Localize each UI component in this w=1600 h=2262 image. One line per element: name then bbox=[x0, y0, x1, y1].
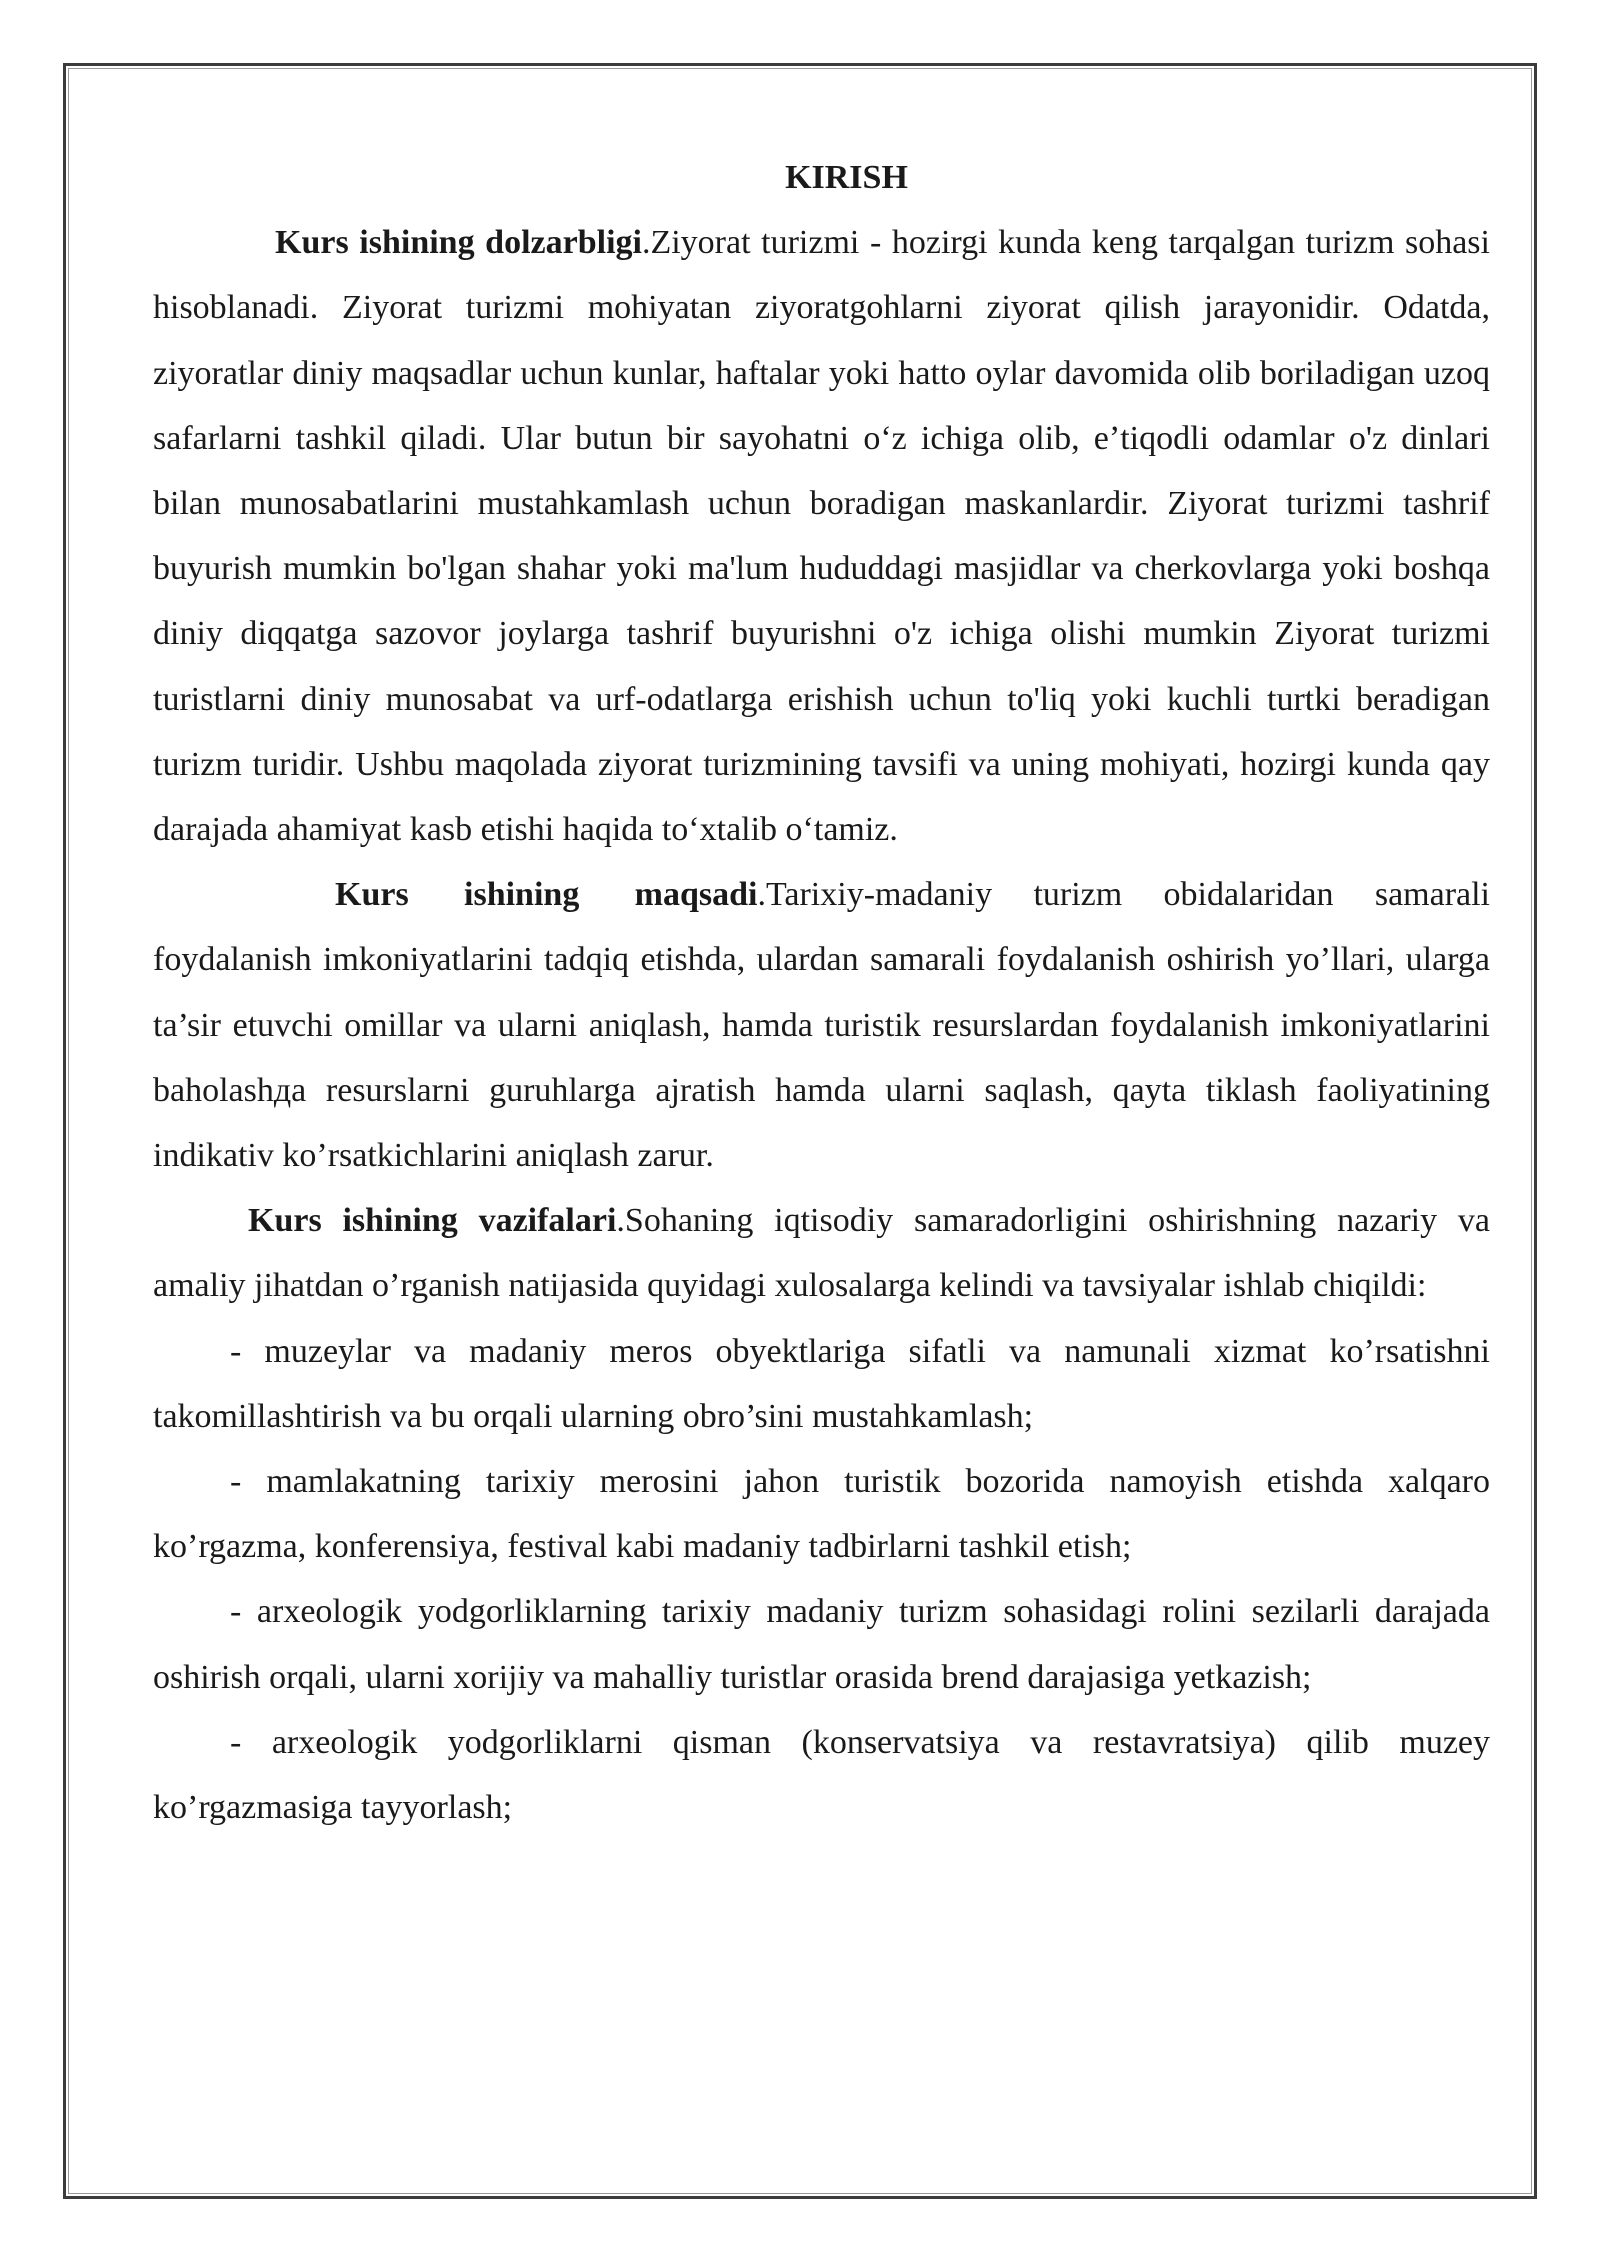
paragraph-text: .Sohaning iqtisodiy samaradorligini oshirishning nazariy va amaliy jihatdan o’rganish natijasida quyidagi xulosalarga kelindi va tavsiyalar ishlab chiqildi: bbox=[153, 1202, 1490, 1305]
paragraph-lead: Kurs ishining maqsadi bbox=[335, 876, 758, 914]
paragraph-goal bbox=[153, 862, 1490, 1188]
paragraph-lead: Kurs ishining dolzarbligi bbox=[275, 224, 642, 262]
paragraph-tasks bbox=[153, 1188, 1490, 1318]
page-title: KIRISH bbox=[785, 159, 908, 196]
paragraph-lead: Kurs ishining vazifalari bbox=[248, 1202, 617, 1240]
list-item: - arxeologik yodgorliklarni qisman (konservatsiya va restavratsiya) qilib muzey ko’rgazmasiga tayyorlash; bbox=[153, 1723, 1490, 1827]
list-item: - muzeylar va madaniy meros obyektlariga sifatli va namunali xizmat ko’rsatishni takomillashtirish va bu orqali ularning obro’sini mustahkamlash; bbox=[153, 1332, 1490, 1435]
list-item: - arxeologik yodgorliklarning tarixiy madaniy turizm sohasidagi rolini sezilarli darajada oshirish orqali, ularni xorijiy va mahalliy turistlar orasida brend darajasiga yetkazish; bbox=[153, 1593, 1490, 1696]
paragraph-text: .Tarixiy-madaniy turizm obidalaridan samarali foydalanish imkoniyatlarini tadqiq etishda, ulardan samarali foydalanish oshirish yo’llari, ularga ta’sir etuvchi omillar va ularni aniqlash, hamda turistik resurslardan foydalanish imkoniyatlarini baholashда resurslarni guruhlarga ajratish hamda ularni saqlash, qayta tiklash faoliyatining indikativ ko’rsatkichlarini aniqlash zarur. bbox=[153, 876, 1490, 1175]
list-item: - mamlakatning tarixiy merosini jahon turistik bozorida namoyish etishda xalqaro ko’rgazma, konferensiya, festival kabi madaniy tadbirlarni tashkil etish; bbox=[153, 1463, 1490, 1566]
document-body bbox=[153, 145, 1490, 1840]
paragraph-relevance bbox=[153, 210, 1490, 862]
paragraph-text: .Ziyorat turizmi - hozirgi kunda keng tarqalgan turizm sohasi hisoblanadi. Ziyorat turizmi mohiyatan ziyoratgohlarni ziyorat qilish jarayonidir. Odatda, ziyoratlar diniy maqsadlar uchun kunlar, haftalar yoki hatto oylar davomida olib boriladigan uzoq safarlarni tashkil qiladi. Ular butun bir sayohatni oʻz ichiga olib, eʼtiqodli odamlar o'z dinlari bilan munosabatlarini mustahkamlash uchun boradigan maskanlardir. Ziyorat turizmi tashrif buyurish mumkin bo'lgan shahar yoki ma'lum hududdagi masjidlar va cherkovlarga yoki boshqa diniy diqqatga sazovor joylarga tashrif buyurishni o'z ichiga olishi mumkin Ziyorat turizmi turistlarni diniy munosabat va urf-odatlarga erishish uchun to'liq yoki kuchli turtki beradigan turizm turidir. Ushbu maqolada ziyorat turizmining tavsifi va uning mohiyati, hozirgi kunda qay darajada ahamiyat kasb etishi haqida toʻxtalib oʻtamiz. bbox=[153, 224, 1490, 849]
